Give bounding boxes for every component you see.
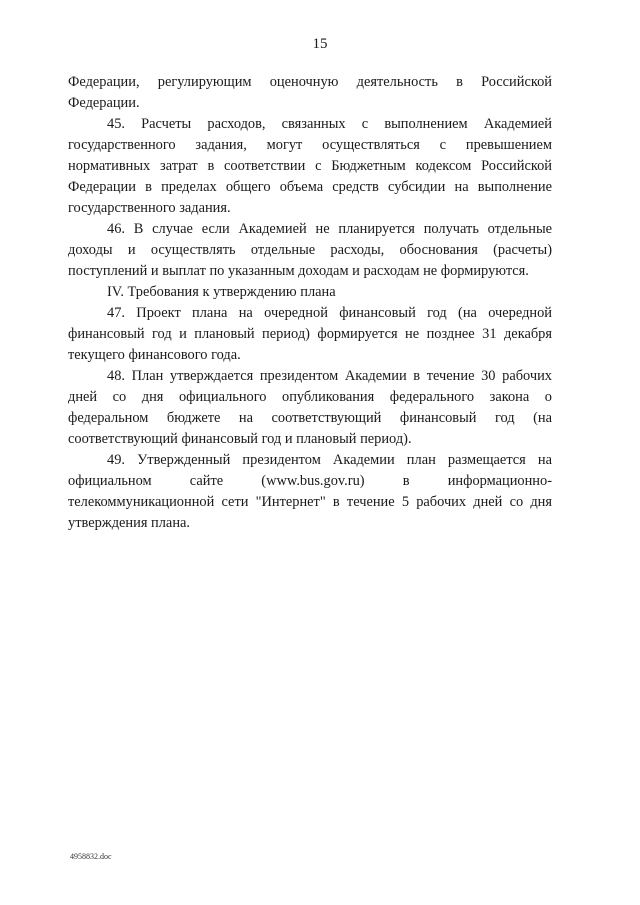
paragraph-48: 48. План утверждается президентом Академии в течение 30 рабочих дней со дня официального опубликования федерального закона о федеральном бюджете на соответствующий финансовый год (на соответствующий финансовый год и плановый период). (68, 368, 552, 447)
paragraph-49: 49. Утвержденный президентом Академии план размещается на официальном сайте (www.bus.gov.ru) в информационно-телекоммуникационной сети "Интернет" в течение 5 рабочих дней со дня утверждения плана. (68, 452, 552, 531)
document-body (68, 72, 552, 534)
paragraph-continuation: Федерации, регулирующим оценочную деятельность в Российской Федерации. (68, 74, 552, 111)
paragraph-47: 47. Проект плана на очередной финансовый год (на очередной финансовый год и плановый период) формируется не позднее 31 декабря текущего финансового года. (68, 305, 552, 363)
paragraph-45: 45. Расчеты расходов, связанных с выполнением Академией государственного задания, могут осуществляться с превышением нормативных затрат в соответствии с Бюджетным кодексом Российской Федерации в пределах общего объема средств субсидии на выполнение государственного задания. (68, 116, 552, 216)
section-heading: IV. Требования к утверждению плана (107, 284, 336, 300)
document-file-reference: 4958832.doc (70, 852, 112, 861)
page-number: 15 (312, 36, 328, 52)
paragraph-46: 46. В случае если Академией не планируется получать отдельные доходы и осуществлять отдельные расходы, обоснования (расчеты) поступлений и выплат по указанным доходам и расходам не формируются. (68, 221, 552, 279)
